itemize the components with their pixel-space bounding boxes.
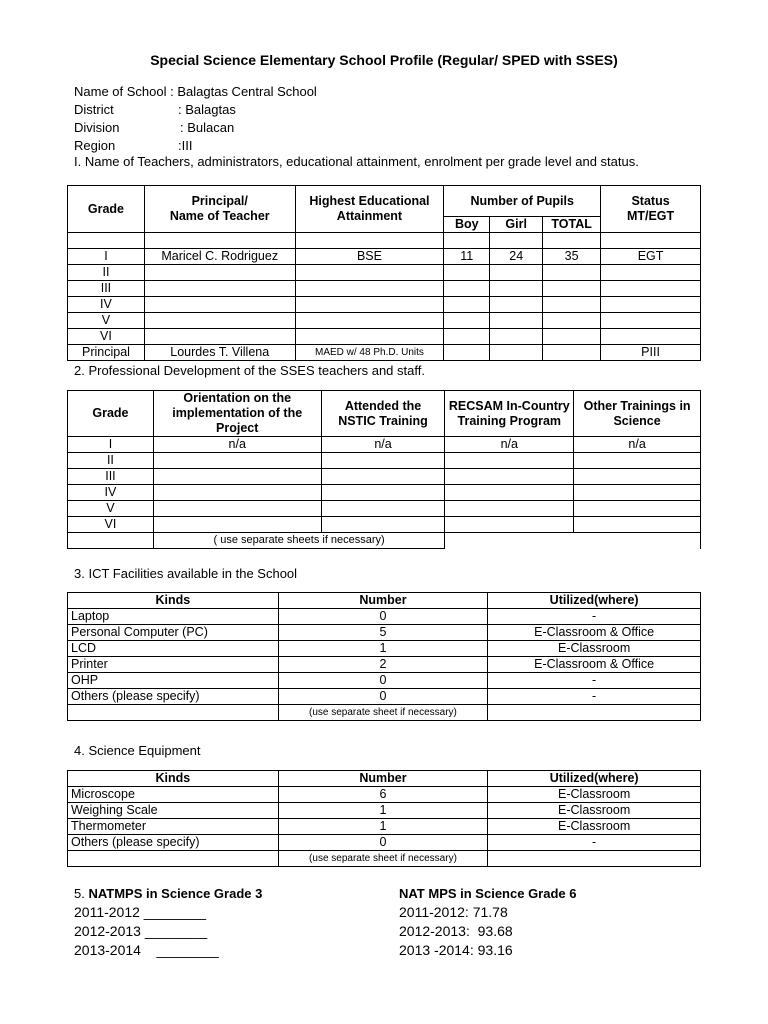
header-recsam: RECSAM In-Country Training Program <box>445 391 574 437</box>
header-orientation: Orientation on the implementation of the Project <box>153 391 321 437</box>
table-row: Principal Lourdes T. Villena MAED w/ 48 Ph.D. Units PIII <box>68 345 701 361</box>
header-kinds: Kinds <box>68 771 279 787</box>
header-principal-teacher: Principal/ Name of Teacher <box>144 186 295 233</box>
header-other-trainings: Other Trainings in Science <box>574 391 701 437</box>
separate-sheet-note: (use separate sheet if necessary) <box>278 705 488 721</box>
training-table <box>67 390 701 549</box>
science-equipment-table <box>67 770 701 867</box>
header-kinds: Kinds <box>68 593 279 609</box>
table-row: V <box>68 501 701 517</box>
separate-sheets-note: ( use separate sheets if necessary) <box>153 533 445 549</box>
header-grade: Grade <box>68 391 154 437</box>
header-grade: Grade <box>68 186 145 233</box>
table-row: IV <box>68 485 701 501</box>
table-row: II <box>68 453 701 469</box>
table-row: Others (please specify) 0 - <box>68 835 701 851</box>
nat-grade3-row: 2013-2014 ________ <box>74 942 219 958</box>
section3-heading: 3. ICT Facilities available in the School <box>74 566 298 581</box>
table-row: III <box>68 469 701 485</box>
ict-table <box>67 592 701 721</box>
header-boy: Boy <box>444 217 490 233</box>
nat-grade6-row: 2012-2013: 93.68 <box>399 923 513 939</box>
table-row: Thermometer 1 E-Classroom <box>68 819 701 835</box>
table-row: VI <box>68 329 701 345</box>
header-nstic: Attended the NSTIC Training <box>321 391 445 437</box>
table-row <box>68 533 701 549</box>
teachers-table <box>67 185 701 361</box>
section4-heading: 4. Science Equipment <box>74 743 201 758</box>
page-title: Special Science Elementary School Profile (Regular/ SPED with SSES) <box>150 52 618 68</box>
table-row: LCD 1 E-Classroom <box>68 641 701 657</box>
table-row: OHP 0 - <box>68 673 701 689</box>
table-row <box>68 851 701 867</box>
district-row: District : Balagtas <box>74 102 236 117</box>
nat-grade6: NAT MPS in Science Grade 6 2011-2012: 71.78 2012-2013: 93.68 2013 -2014: 93.16 <box>399 886 577 958</box>
school-name-row: Name of School : Balagtas Central School <box>74 84 317 99</box>
table-row: V <box>68 313 701 329</box>
header-utilized: Utilized(where) <box>488 771 701 787</box>
table-row: VI <box>68 517 701 533</box>
nat-grade6-row: 2011-2012: 71.78 <box>399 904 508 920</box>
table-row: Personal Computer (PC) 5 E-Classroom & Office <box>68 625 701 641</box>
table-row <box>68 705 701 721</box>
nat-grade6-row: 2013 -2014: 93.16 <box>399 942 513 958</box>
nat-grade3: 5. NATMPS in Science Grade 3 2011-2012 ________ 2012-2013 ________ 2013-2014 ________ <box>74 886 263 958</box>
table-row: Printer 2 E-Classroom & Office <box>68 657 701 673</box>
table-row: I Maricel C. Rodriguez BSE 11 24 35 EGT <box>68 249 701 265</box>
table-row: II <box>68 265 701 281</box>
school-info <box>74 83 317 155</box>
header-utilized: Utilized(where) <box>488 593 701 609</box>
table-row: Laptop 0 - <box>68 609 701 625</box>
nat-grade3-row: 2011-2012 ________ <box>74 904 207 920</box>
section1-heading: I. Name of Teachers, administrators, educational attainment, enrolment per grade level and status. <box>74 154 639 169</box>
table-row: Weighing Scale 1 E-Classroom <box>68 803 701 819</box>
division-row: Division : Bulacan <box>74 120 235 135</box>
separate-sheet-note: (use separate sheet if necessary) <box>278 851 488 867</box>
header-number: Number <box>278 593 488 609</box>
header-status: Status MT/EGT <box>601 186 701 233</box>
table-row: III <box>68 281 701 297</box>
header-total: TOTAL <box>543 217 601 233</box>
nat-grade3-row: 2012-2013 ________ <box>74 923 208 939</box>
header-education: Highest Educational Attainment <box>295 186 444 233</box>
header-pupils: Number of Pupils <box>444 186 601 217</box>
table-row: IV <box>68 297 701 313</box>
region-row: Region :III <box>74 138 193 153</box>
section2-heading: 2. Professional Development of the SSES teachers and staff. <box>74 363 425 378</box>
table-row: I n/a n/a n/a n/a <box>68 437 701 453</box>
table-row: Microscope 6 E-Classroom <box>68 787 701 803</box>
header-number: Number <box>278 771 488 787</box>
table-row: Others (please specify) 0 - <box>68 689 701 705</box>
header-girl: Girl <box>490 217 543 233</box>
